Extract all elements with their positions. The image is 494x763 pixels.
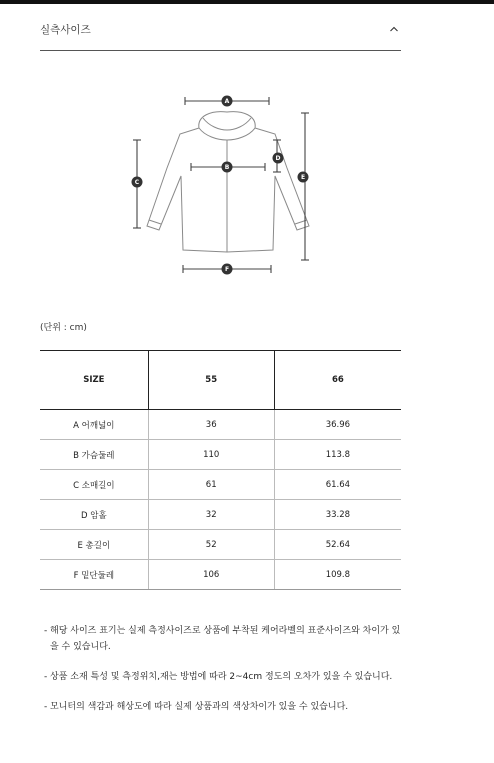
table-row <box>40 500 401 530</box>
garment-measurement-diagram <box>125 88 325 280</box>
cell-66: 52.64 <box>274 530 401 560</box>
note-item <box>44 669 404 685</box>
notes-section <box>44 623 404 729</box>
table-row <box>40 530 401 560</box>
cell-55: 36 <box>148 410 274 440</box>
row-label: B 가슴둘레 <box>40 440 148 470</box>
row-label: D 암홀 <box>40 500 148 530</box>
cell-55: 61 <box>148 470 274 500</box>
cell-66: 109.8 <box>274 560 401 590</box>
note-item <box>44 623 404 655</box>
table-row <box>40 440 401 470</box>
row-label: A 어깨넓이 <box>40 410 148 440</box>
note-text: 상품 소재 특성 및 측정위치,재는 방법에 따라 2~4cm 정도의 오차가 있을 수 있습니다. <box>50 672 393 682</box>
note-bullet: - <box>44 672 48 682</box>
note-bullet: - <box>44 626 48 636</box>
top-border <box>0 0 494 4</box>
row-label: E 총길이 <box>40 530 148 560</box>
cell-55: 110 <box>148 440 274 470</box>
label-a: A <box>224 98 230 106</box>
header-66: 66 <box>274 351 401 410</box>
cell-66: 36.96 <box>274 410 401 440</box>
label-f: F <box>224 266 230 274</box>
note-bullet: - <box>44 702 48 712</box>
note-text: 모니터의 색감과 해상도에 따라 실제 상품과의 색상차이가 있을 수 있습니다. <box>50 702 349 712</box>
header-size: SIZE <box>40 351 148 410</box>
section-title: 실측사이즈 <box>40 24 91 36</box>
table-row <box>40 410 401 440</box>
row-label: C 소매길이 <box>40 470 148 500</box>
unit-note: (단위 : cm) <box>40 323 87 333</box>
chevron-up-icon[interactable] <box>389 24 399 34</box>
size-section-header[interactable] <box>40 22 401 51</box>
label-e: E <box>300 174 306 182</box>
table-row <box>40 470 401 500</box>
cell-55: 32 <box>148 500 274 530</box>
size-table <box>40 350 401 590</box>
cell-66: 113.8 <box>274 440 401 470</box>
header-55: 55 <box>148 351 274 410</box>
row-label: F 밑단둘레 <box>40 560 148 590</box>
cell-55: 52 <box>148 530 274 560</box>
label-c: C <box>134 179 140 187</box>
cell-66: 33.28 <box>274 500 401 530</box>
note-item <box>44 699 404 715</box>
table-row <box>40 560 401 590</box>
cell-55: 106 <box>148 560 274 590</box>
note-text: 해당 사이즈 표기는 실제 측정사이즈로 상품에 부착된 케어라벨의 표준사이즈와 차이가 있을 수 있습니다. <box>50 626 401 652</box>
cell-66: 61.64 <box>274 470 401 500</box>
label-d: D <box>275 155 281 163</box>
label-b: B <box>224 164 230 172</box>
table-header-row <box>40 351 401 410</box>
